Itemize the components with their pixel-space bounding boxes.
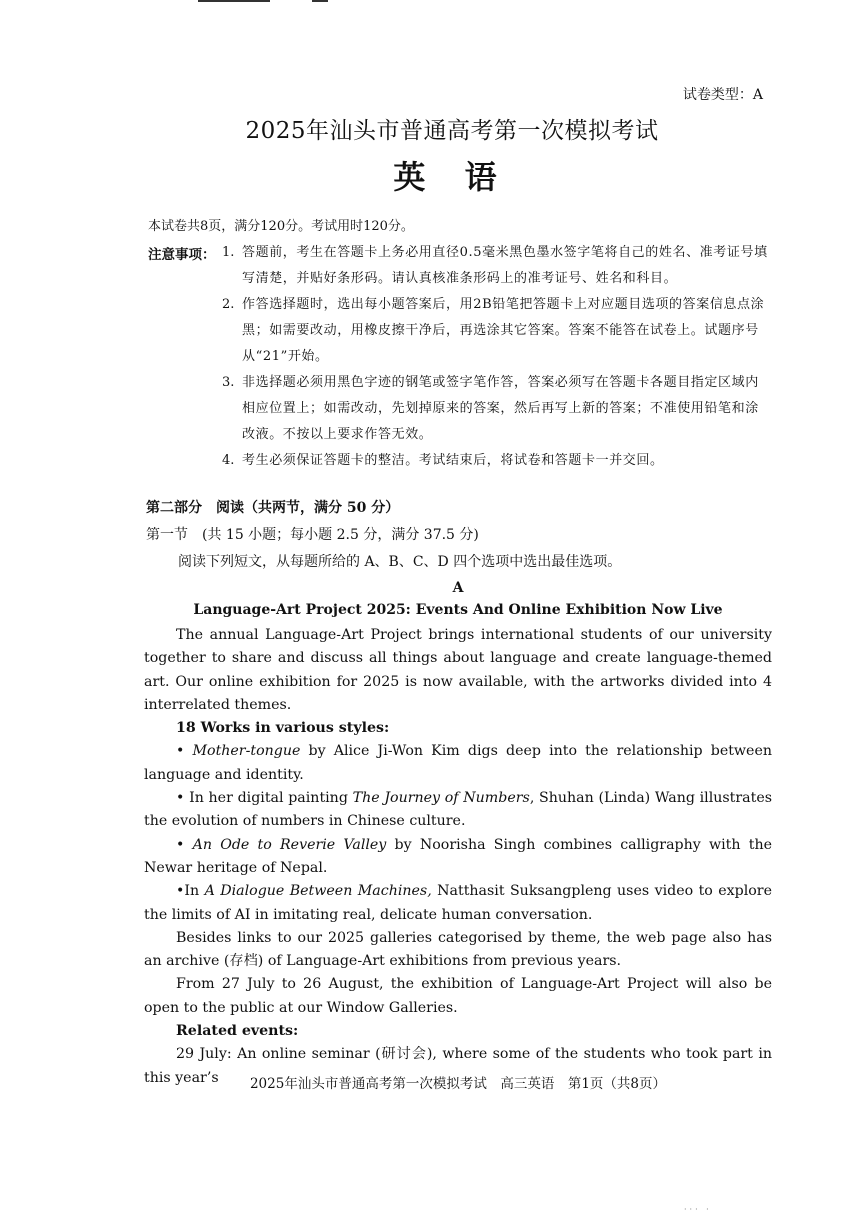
section-subtitle: 第一节 (共 15 小题；每小题 2.5 分，满分 37.5 分) <box>146 527 479 543</box>
events-heading: Related events: <box>176 1023 299 1040</box>
works-heading: 18 Works in various styles: <box>176 720 390 737</box>
scan-mark <box>312 0 328 2</box>
passage-body <box>144 624 772 1090</box>
scan-speck: ··· · <box>684 1205 712 1214</box>
work-title: The Journey of Numbers <box>352 790 530 807</box>
note-number: 1. <box>222 245 235 260</box>
note-number: 4. <box>222 453 235 468</box>
section-instruction: 阅读下列短文，从每题所给的 A、B、C、D 四个选项中选出最佳选项。 <box>178 554 622 570</box>
exam-type-label: 试卷类型：A <box>682 87 763 103</box>
passage-letter: A <box>452 580 464 596</box>
work-item: • In her digital painting The Journey of Numbers, Shuhan (Linda) Wang illustrates the evolution of numbers in Chinese culture. <box>144 790 772 830</box>
work-item: • Mother-tongue by Alice Ji-Won Kim digs deep into the relationship between language and identity. <box>144 743 772 783</box>
work-title: An Ode to Reverie Valley <box>192 836 387 853</box>
notes-label: 注意事项： <box>148 247 216 263</box>
work-title: Mother-tongue <box>192 743 301 760</box>
paragraph: From 27 July to 26 August, the exhibition of Language-Art Project will also be open to the public at our Window Galleries. <box>144 976 772 1016</box>
notes-list <box>222 240 770 474</box>
work-item: • An Ode to Reverie Valley by Noorisha Singh combines calligraphy with the Newar heritage of Nepal. <box>144 836 772 876</box>
note-number: 3. <box>222 375 235 390</box>
note-text: 非选择题必须用黑色字迹的钢笔或签字笔作答，答案必须写在答题卡各题目指定区域内相应位置上；如需改动，先划掉原来的答案，然后再写上新的答案；不准使用铅笔和涂改液。不按以上要求作答无效。 <box>242 375 759 442</box>
note-text: 答题前，考生在答题卡上务必用直径0.5毫米黑色墨水签字笔将自己的姓名、准考证号填写清楚，并贴好条形码。请认真核准条形码上的准考证号、姓名和科目。 <box>242 245 768 286</box>
paragraph: The annual Language-Art Project brings international students of our university together to share and discuss all things about language and create language-themed art. Our online exhibition for 2025 is now available, with the artworks divided into 4 interrelated themes. <box>144 627 772 713</box>
work-title: A Dialogue Between Machines, <box>204 883 432 900</box>
note-item <box>222 240 770 292</box>
subject-title: 英 语 <box>393 158 511 196</box>
work-item: •In A Dialogue Between Machines, Natthasit Suksangpleng uses video to explore the limits of AI in imitating real, delicate human conversation. <box>144 883 772 923</box>
page-footer: 2025年汕头市普通高考第一次模拟考试 高三英语 第1页（共8页） <box>249 1076 667 1092</box>
exam-title: 2025年汕头市普通高考第一次模拟考试 <box>245 118 659 144</box>
scan-mark <box>198 0 270 2</box>
passage-title: Language-Art Project 2025: Events And Online Exhibition Now Live <box>193 602 723 618</box>
note-item <box>222 292 770 370</box>
exam-info: 本试卷共8页，满分120分。考试用时120分。 <box>148 219 414 234</box>
part-title: 第二部分 阅读（共两节，满分 50 分） <box>146 500 400 516</box>
note-text: 作答选择题时，选出每小题答案后，用2B铅笔把答题卡上对应题目选项的答案信息点涂黑；如需要改动，用橡皮擦干净后，再选涂其它答案。答案不能答在试卷上。试题序号从“21”开始。 <box>242 297 765 364</box>
note-item <box>222 448 770 474</box>
paragraph: Besides links to our 2025 galleries categorised by theme, the web page also has an archive (存档) of Language-Art exhibitions from previous years. <box>144 929 772 970</box>
note-number: 2. <box>222 297 235 312</box>
paragraph: 29 July: An online seminar (研讨会), where some of the students who took part in this year’s <box>144 1046 772 1086</box>
note-item <box>222 370 770 448</box>
note-text: 考生必须保证答题卡的整洁。考试结束后，将试卷和答题卡一并交回。 <box>242 453 664 468</box>
